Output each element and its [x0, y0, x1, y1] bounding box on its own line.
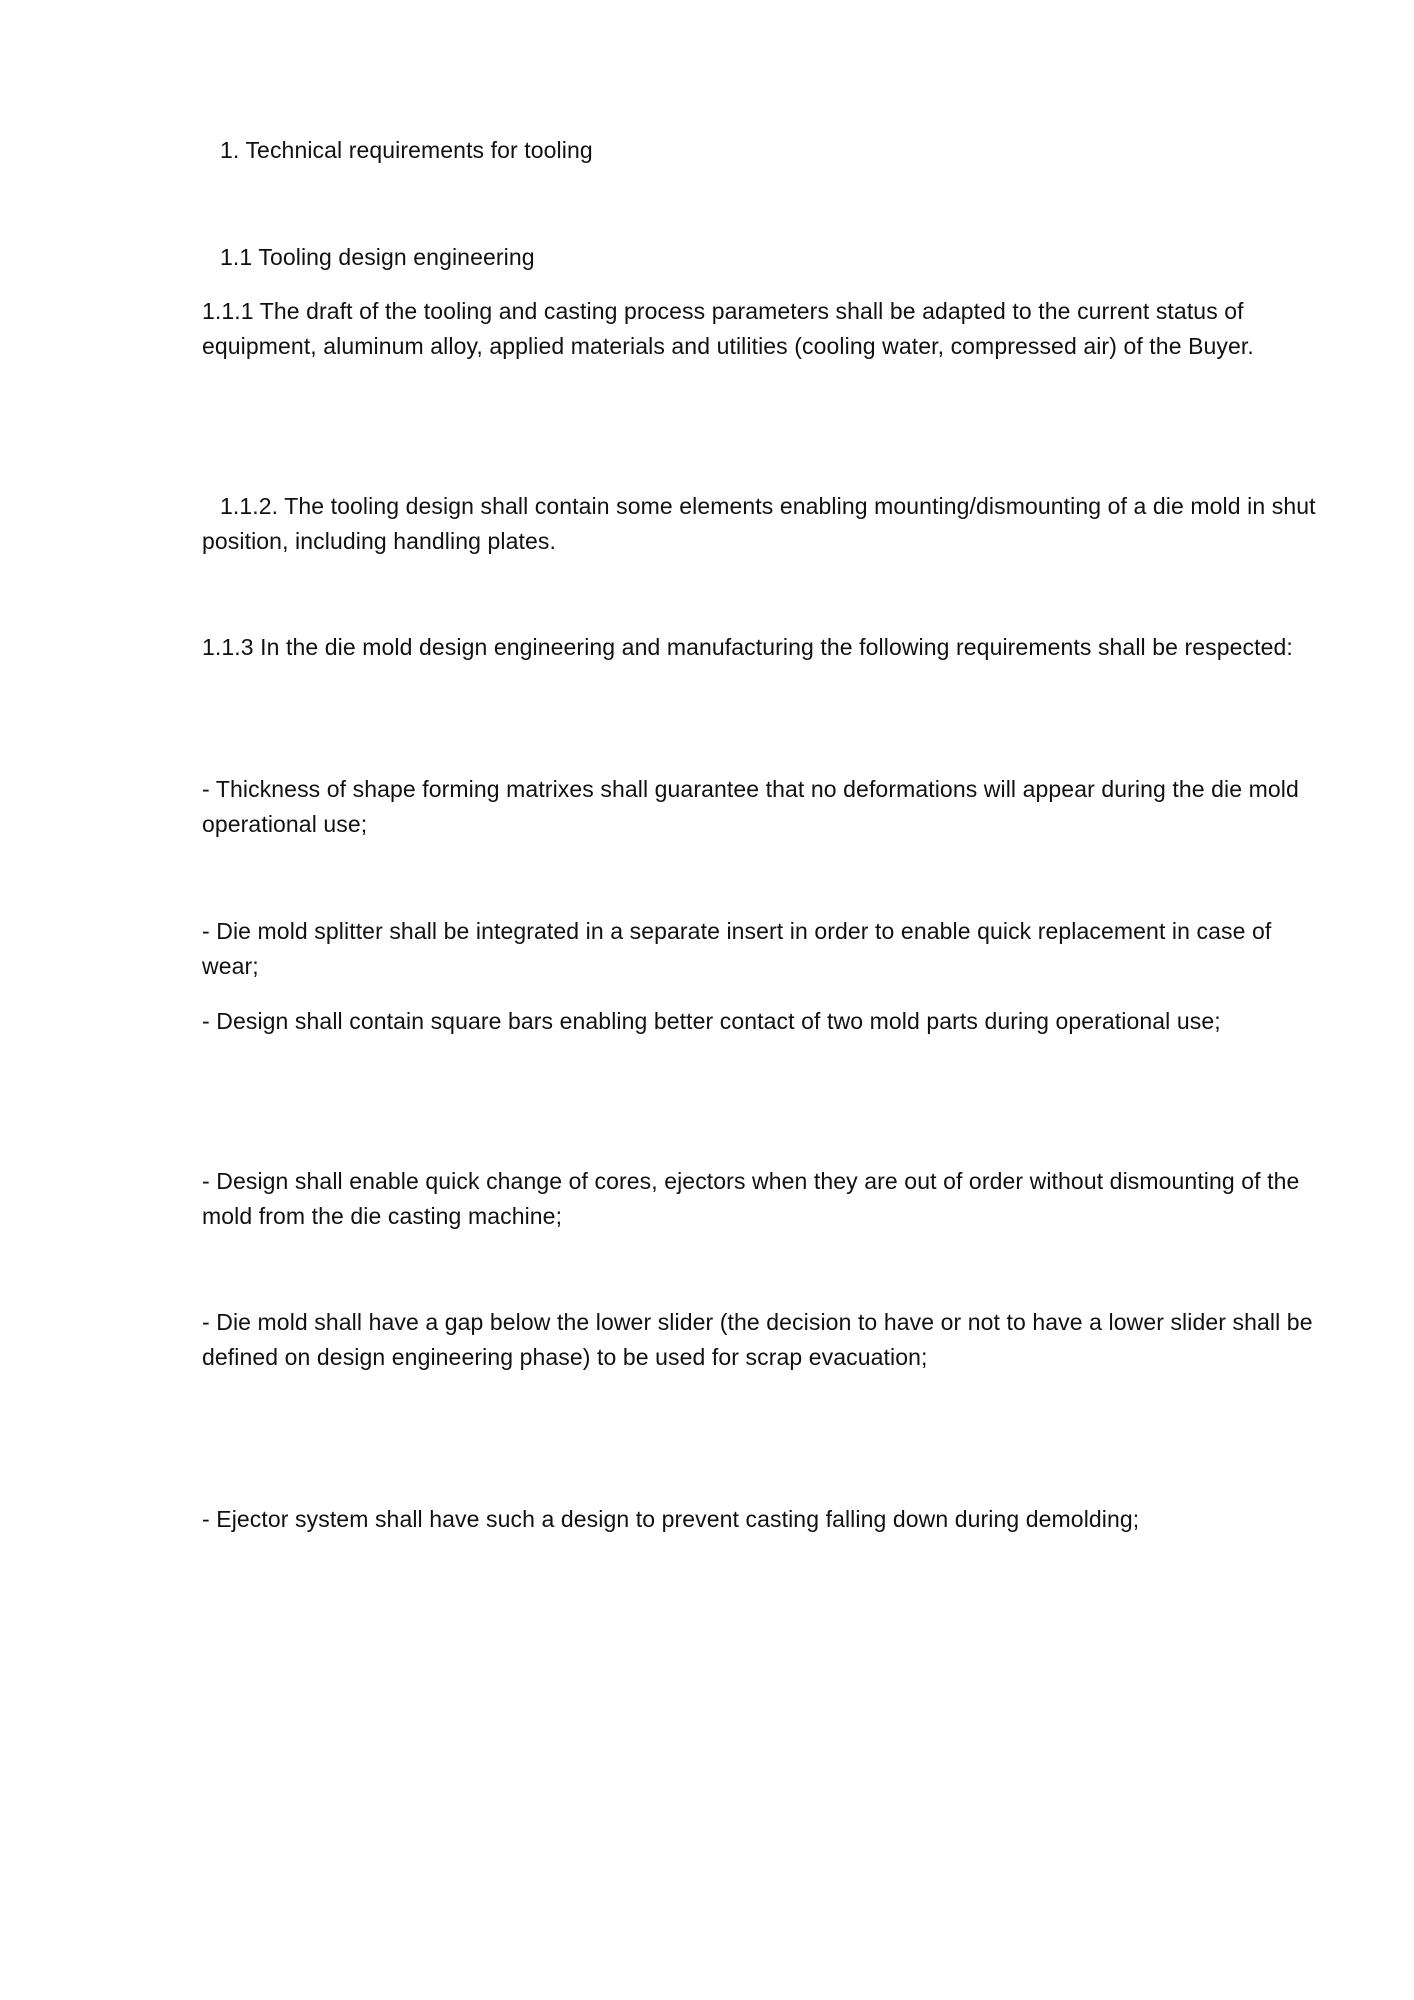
paragraph-1-1-3: 1.1.3 In the die mold design engineering and manufacturing the following requirements shall be respected: [202, 634, 1293, 660]
bullet-item-scrap-gap: - Die mold shall have a gap below the lower slider (the decision to have or not to have a lower slider shall be defined on design engineering phase) to be used for scrap evacuation; [202, 1309, 1313, 1370]
section-heading-1: 1. Technical requirements for tooling [220, 137, 593, 163]
bullet-item-square-bars: - Design shall contain square bars enabling better contact of two mold parts during operational use; [202, 1008, 1221, 1034]
bullet-item-splitter-insert: - Die mold splitter shall be integrated in a separate insert in order to enable quick replacement in case of wear; [202, 918, 1272, 979]
bullet-item-quick-change: - Design shall enable quick change of cores, ejectors when they are out of order without dismounting of the mold from the die casting machine; [202, 1168, 1300, 1229]
section-heading-1-1: 1.1 Tooling design engineering [220, 244, 535, 270]
paragraph-1-1-1: 1.1.1 The draft of the tooling and casting process parameters shall be adapted to the current status of equipment, aluminum alloy, applied materials and utilities (cooling water, compressed air) of the Buyer. [202, 298, 1254, 359]
bullet-item-ejector-system: - Ejector system shall have such a design to prevent casting falling down during demolding; [202, 1506, 1140, 1532]
paragraph-1-1-2: 1.1.2. The tooling design shall contain some elements enabling mounting/dismounting of a die mold in shut position, including handling plates. [202, 493, 1316, 554]
bullet-item-matrix-thickness: - Thickness of shape forming matrixes shall guarantee that no deformations will appear during the die mold operational use; [202, 776, 1299, 837]
